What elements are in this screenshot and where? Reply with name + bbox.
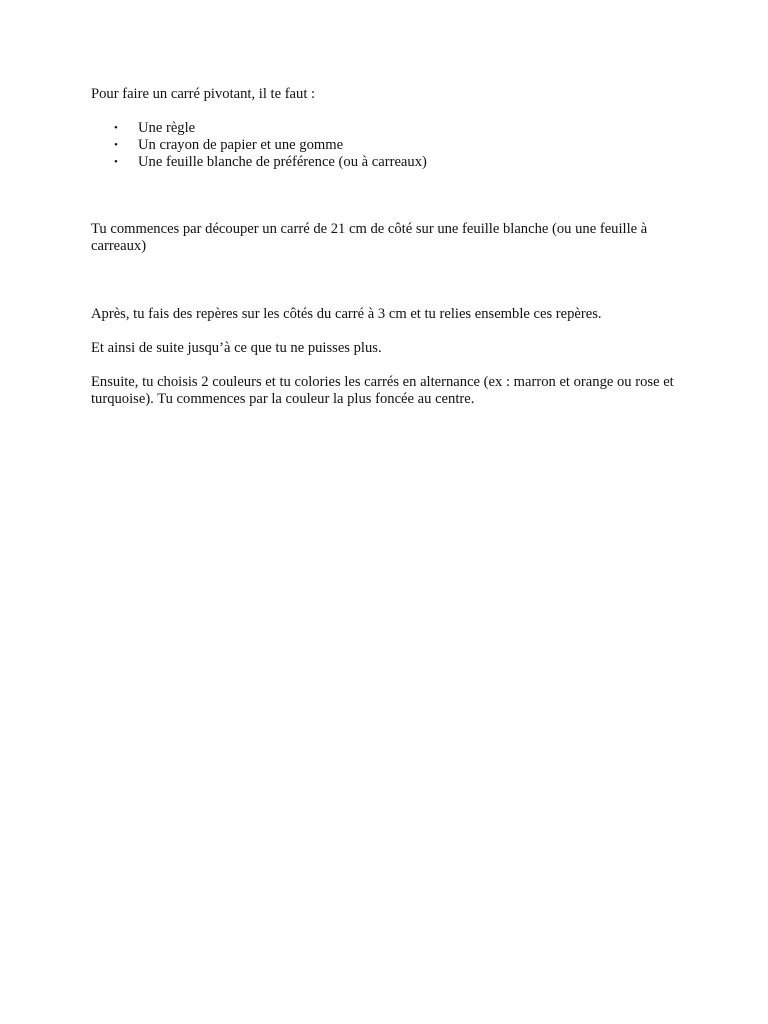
list-item (91, 137, 427, 154)
list-item-label: Un crayon de papier et une gomme (138, 137, 344, 153)
materials-list (91, 120, 427, 171)
intro-paragraph: Pour faire un carré pivotant, il te faut : (91, 86, 316, 102)
list-item-label: Une règle (138, 120, 196, 136)
bullet-icon: • (114, 156, 118, 168)
step1-paragraph: Tu commences par découper un carré de 21 cm de côté sur une feuille blanche (ou une feuille à carreaux) (91, 221, 648, 254)
list-item (91, 154, 427, 171)
step3-paragraph: Et ainsi de suite jusqu’à ce que tu ne puisses plus. (91, 340, 382, 356)
step4-paragraph: Ensuite, tu choisis 2 couleurs et tu colories les carrés en alternance (ex : marron et orange ou rose et turquoise). Tu commences par la couleur la plus foncée au centre. (91, 374, 674, 407)
bullet-icon: • (114, 139, 118, 151)
list-item-label: Une feuille blanche de préférence (ou à carreaux) (138, 154, 427, 170)
list-item (91, 120, 427, 137)
step2-paragraph: Après, tu fais des repères sur les côtés du carré à 3 cm et tu relies ensemble ces repères. (91, 306, 602, 322)
bullet-icon: • (114, 122, 118, 134)
